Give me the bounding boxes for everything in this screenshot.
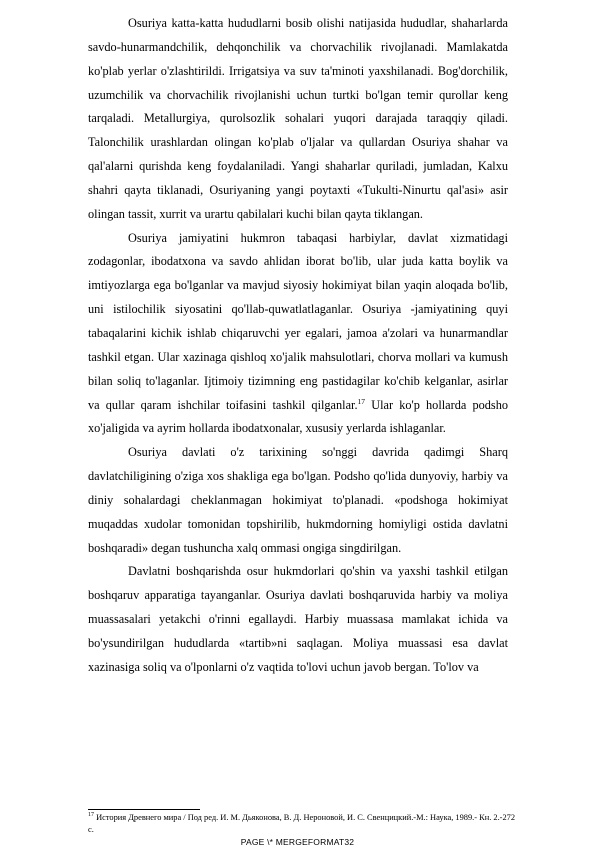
paragraph-2-text-continued: Ular ko'p hollarda podsho xo'jaligida va ayrim hollarda ibodatxonalar, xususiy yerlarda ishlaganlar.	[88, 397, 509, 436]
body-text	[88, 12, 508, 680]
paragraph-1	[88, 12, 508, 227]
footnote-separator	[88, 809, 200, 810]
footnote	[88, 812, 518, 836]
footnote-number: 17	[88, 812, 94, 819]
paragraph-2	[88, 227, 508, 442]
paragraph-3-text: Osuriya davlati o'z tarixining so'nggi davrida qadimgi Sharq davlatchiligining o'ziga xos shakliga ega bo'lgan. Podsho qo'lida dunyoviy, harbiy va diniy sohalardagi cheklanmagan hokimiyat to'planadi. «podshoga hokimiyat muqaddas xudolar tomonidan topshirilib, hukmdorning homiyligi ostida davlatni boshqaradi» degan tushuncha xalq ommasi ongiga singdirilgan.	[88, 445, 508, 555]
paragraph-4	[88, 560, 508, 679]
paragraph-2-text: Osuriya jamiyatini hukmron tabaqasi harbiylar, davlat xizmatidagi zodagonlar, ibodatxona va savdo ahlidan iborat bo'lib, ular juda katta boylik va imtiyozlarga ega bo'lganlar va mavjud siyosiy hokimiyat bilan yaqin aloqada bo'lib, uni istilochilik siyosatini qo'llab-quwatlatlaganlar. Osuriya -jamiyatining quyi tabaqalarini kichik ishlab chiqaruvchi yer egalari, jamoa a'zolari va hunarmandlar tashkil etgan. Ular xazinaga qishloq xo'jalik mahsulotlari, chorva mollari va kumush bilan soliq to'laganlar. Ijtimoiy tizimning eng pastidagilar ko'chib kelganlar, asirlar va qullar qaram ishchilar toifasini tashkil qilganlar.	[88, 230, 508, 412]
paragraph-3	[88, 441, 508, 560]
page-footer-field: PAGE \* MERGEFORMAT32	[240, 837, 355, 847]
paragraph-1-text: Osuriya katta-katta hududlarni bosib olishi natijasida hududlar, shaharlarda savdo-hunarmandchilik, dehqonchilik va chorvachilik rivojlanadi. Mamlakatda ko'plab yerlar o'zlashtirildi. Irrigatsiya va suv ta'minoti yaxshilanadi. Bog'dorchilik, uzumchilik va chorvachilik rivojlanishi uchun turtki bo'lgan temir qurollar keng tarqaladi. Metallurgiya, qurolsozlik sohalari yuqori darajada taraqqiy qiladi. Talonchilik urashlardan olingan ko'plab o'ljalar va qullardan Osuriya shahar va qal'alarni qurishda keng foydalaniladi. Yangi shaharlar quriladi, jumladan, Kalxu shahri qayta tiklanadi, Osuriyaning yangi poytaxti «Tukulti-Ninurtu qal'asi» asir olingan tassit, xurrit va urartu qabilalari kuchi bilan qayta tiklangan.	[88, 16, 508, 221]
footnote-text: История Древнего мира / Под ред. И. М. Дьяконова, В. Д. Нероновой, И. С. Свенцицкий.-М.: Наука, 1989.- Кн. 2.-272 с.	[88, 813, 516, 834]
paragraph-4-text: Davlatni boshqarishda osur hukmdorlari qo'shin va yaxshi tashkil etilgan boshqaruv apparatiga tayanganlar. Osuriya davlati boshqaruvida harbiy va moliya muassasalari yetakchi o'rinni egallaydi. Harbiy muassasa mamlakat ichida va bo'ysundirilgan hududlarda «tartib»ni saqlagan. Moliya muassasi esa davlat xazinasiga soliq va o'lponlarni o'z vaqtida to'lovi uchun javob bergan. To'lov va	[88, 564, 508, 674]
footnote-reference[interactable]: 17	[357, 396, 366, 406]
